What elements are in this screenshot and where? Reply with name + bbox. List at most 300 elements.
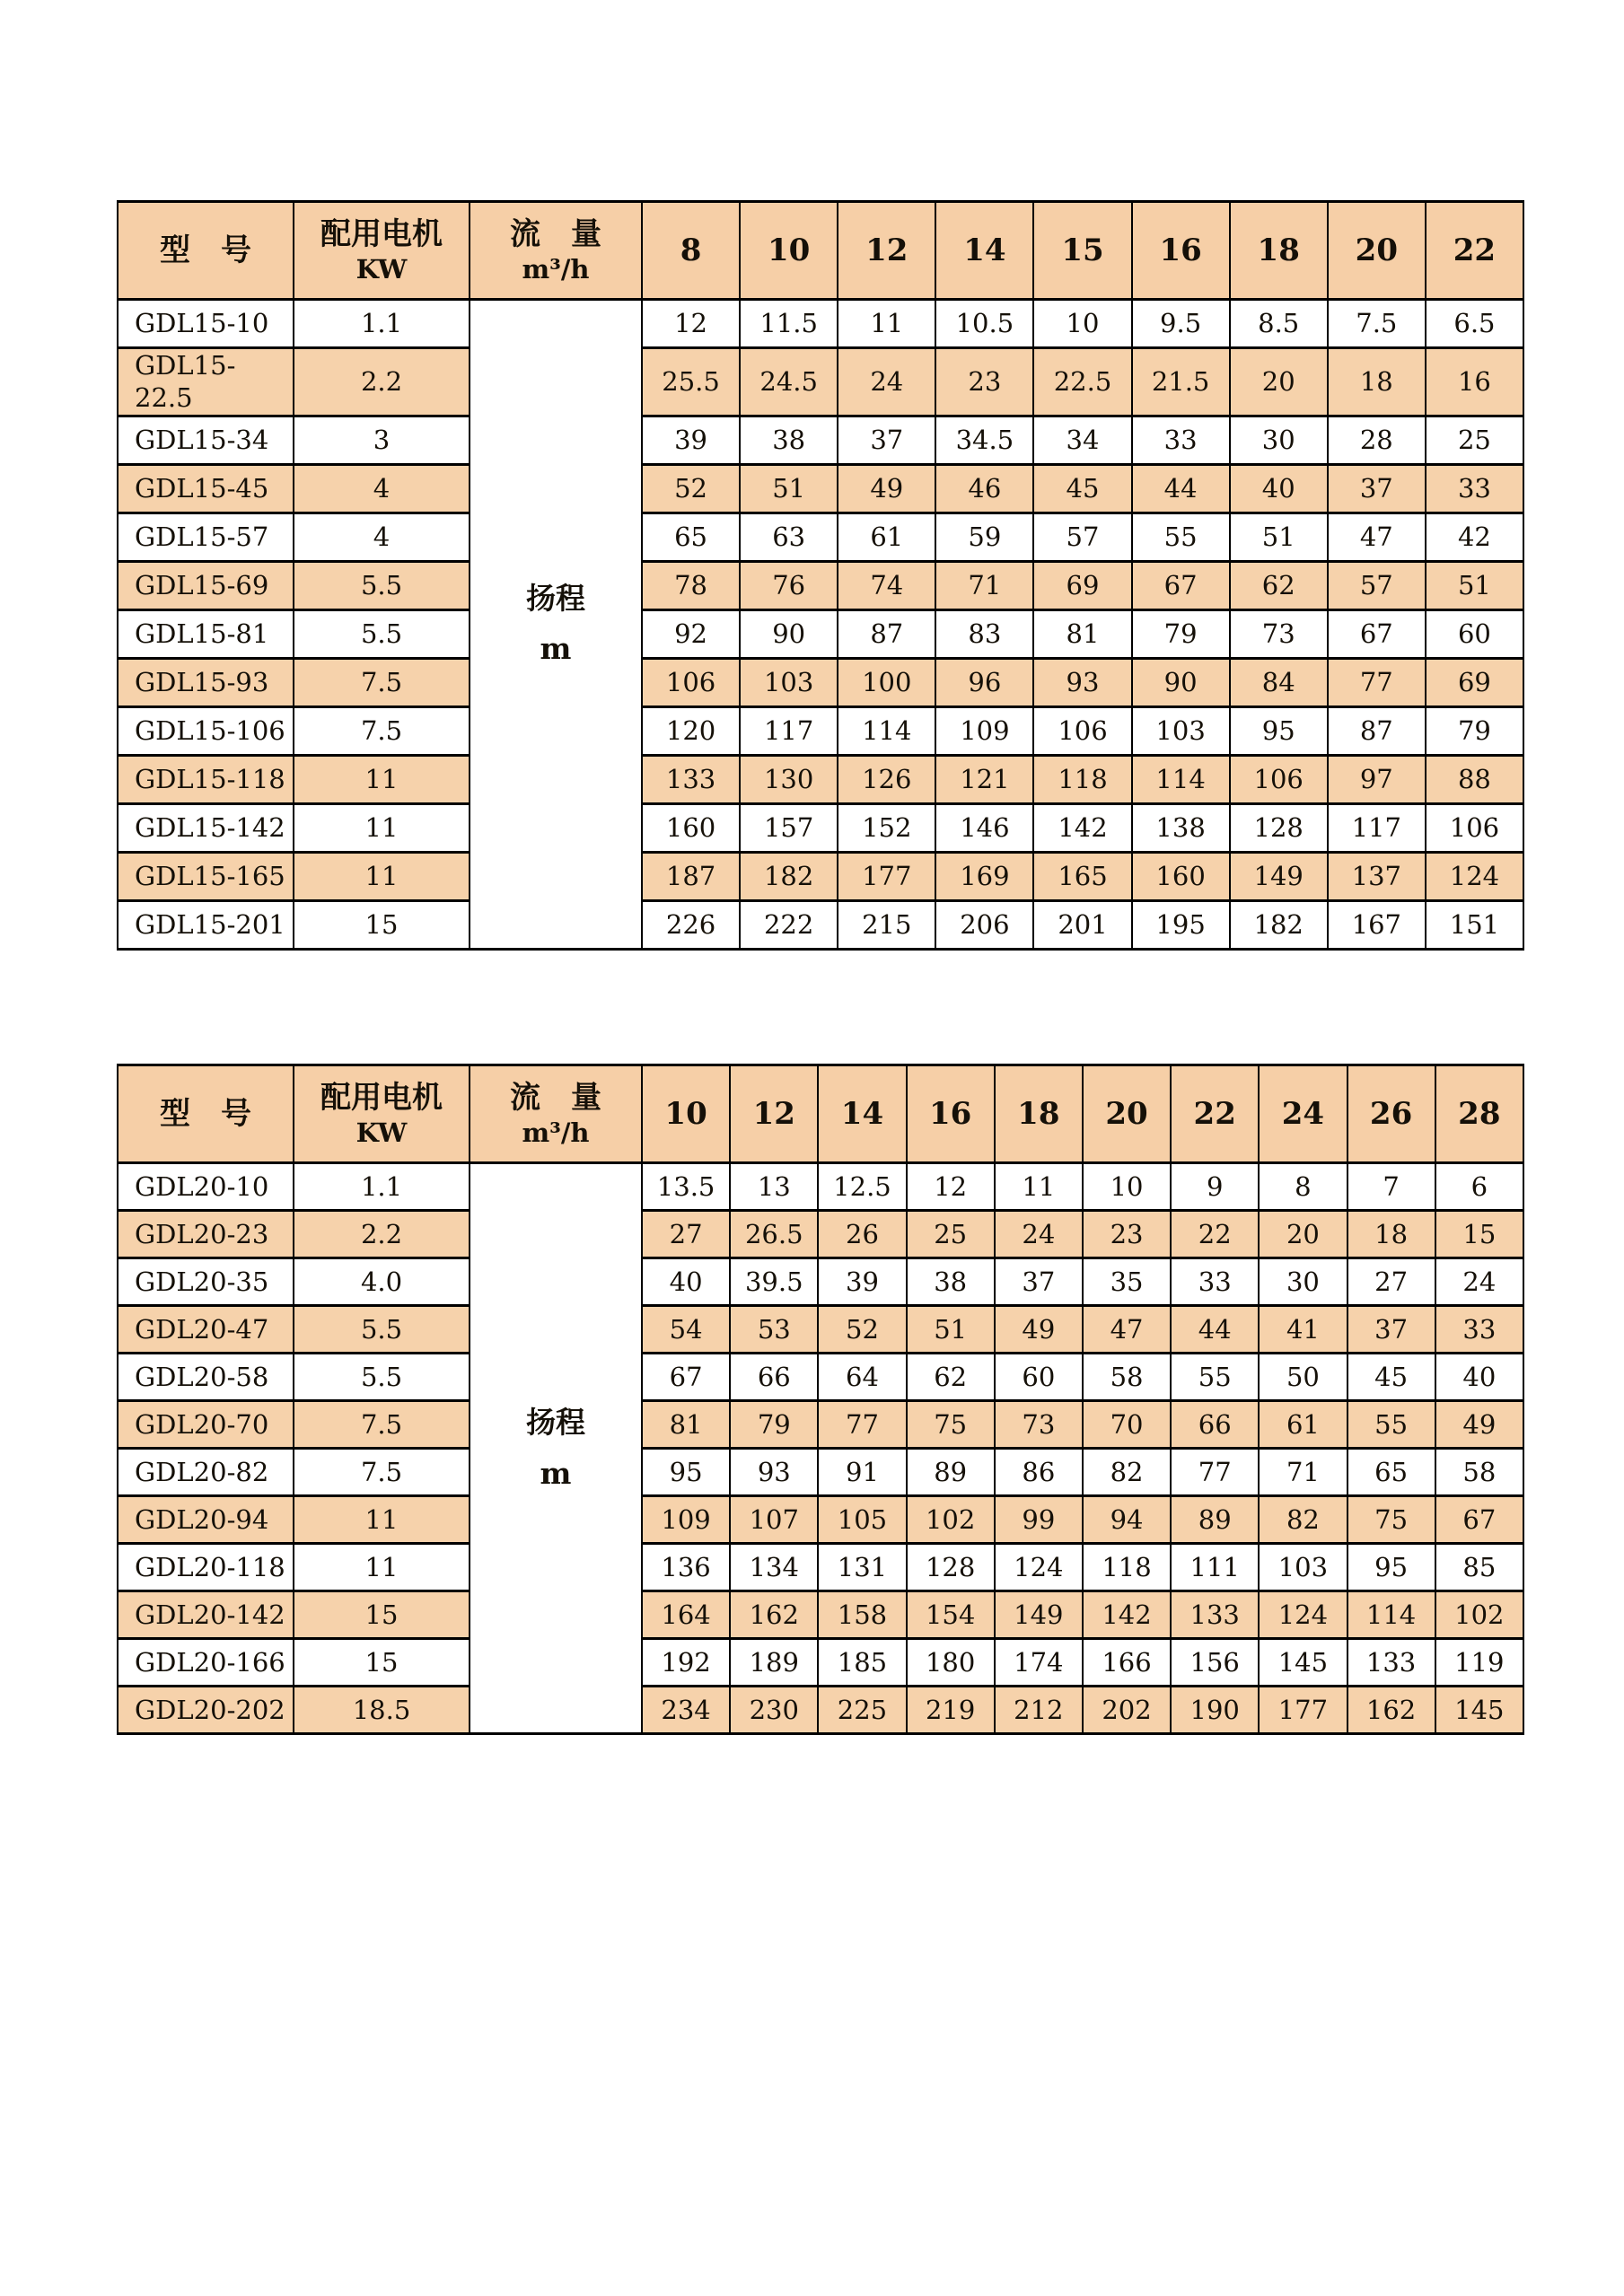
head-value-cell: 107: [730, 1496, 818, 1544]
head-value-cell: 212: [995, 1687, 1083, 1734]
head-value-cell: 106: [642, 658, 740, 706]
head-value-cell: 22.5: [1033, 348, 1131, 416]
head-value-cell: 67: [1435, 1496, 1523, 1544]
head-value-cell: 81: [642, 1401, 730, 1449]
head-value-cell: 93: [730, 1449, 818, 1496]
head-value-cell: 158: [818, 1591, 906, 1639]
head-value-cell: 10: [1083, 1163, 1171, 1211]
head-value-cell: 162: [1347, 1687, 1435, 1734]
head-value-cell: 38: [907, 1258, 995, 1306]
head-value-cell: 13.5: [642, 1163, 730, 1211]
head-value-cell: 24: [838, 348, 935, 416]
flow-value-header: 8: [642, 202, 740, 300]
head-value-cell: 109: [935, 706, 1033, 755]
flow-value-header: 15: [1033, 202, 1131, 300]
head-value-cell: 45: [1347, 1354, 1435, 1401]
motor-kw-cell: 7.5: [294, 658, 470, 706]
flow-header-unit: m³/h: [522, 1117, 590, 1149]
table-row: [118, 1449, 1523, 1496]
head-value-cell: 133: [642, 755, 740, 803]
model-cell: GDL15-22.5: [118, 348, 294, 416]
head-value-cell: 69: [1426, 658, 1523, 706]
head-value-cell: 192: [642, 1639, 730, 1687]
head-value-cell: 152: [838, 803, 935, 852]
motor-kw-cell: 11: [294, 803, 470, 852]
head-unit: m: [540, 1455, 572, 1491]
head-value-cell: 51: [1426, 561, 1523, 609]
head-value-cell: 156: [1171, 1639, 1259, 1687]
head-value-cell: 39.5: [730, 1258, 818, 1306]
motor-kw-cell: 1.1: [294, 1163, 470, 1211]
head-value-cell: 102: [907, 1496, 995, 1544]
head-value-cell: 230: [730, 1687, 818, 1734]
motor-kw-cell: 11: [294, 755, 470, 803]
flow-value-header: 10: [740, 202, 838, 300]
head-value-cell: 23: [1083, 1211, 1171, 1258]
head-value-cell: 20: [1259, 1211, 1347, 1258]
model-cell: GDL15-118: [118, 755, 294, 803]
table-row: [118, 300, 1523, 348]
head-value-cell: 81: [1033, 609, 1131, 658]
head-value-cell: 25.5: [642, 348, 740, 416]
flow-value-header: 20: [1083, 1065, 1171, 1163]
head-value-cell: 12: [907, 1163, 995, 1211]
table-row: [118, 852, 1523, 900]
table-row: [118, 1163, 1523, 1211]
head-value-cell: 62: [907, 1354, 995, 1401]
head-value-cell: 69: [1033, 561, 1131, 609]
head-value-cell: 83: [935, 609, 1033, 658]
head-value-cell: 146: [935, 803, 1033, 852]
motor-kw-cell: 15: [294, 1639, 470, 1687]
head-value-cell: 58: [1083, 1354, 1171, 1401]
head-value-cell: 79: [730, 1401, 818, 1449]
head-value-cell: 13: [730, 1163, 818, 1211]
model-cell: GDL15-93: [118, 658, 294, 706]
head-value-cell: 20: [1230, 348, 1328, 416]
head-value-cell: 138: [1132, 803, 1230, 852]
head-value-cell: 109: [642, 1496, 730, 1544]
head-value-cell: 142: [1083, 1591, 1171, 1639]
head-value-cell: 10: [1033, 300, 1131, 348]
head-value-cell: 124: [1426, 852, 1523, 900]
head-value-cell: 133: [1171, 1591, 1259, 1639]
head-value-cell: 67: [1132, 561, 1230, 609]
head-value-cell: 130: [740, 755, 838, 803]
head-value-cell: 84: [1230, 658, 1328, 706]
head-value-cell: 37: [1347, 1306, 1435, 1354]
model-cell: GDL15-81: [118, 609, 294, 658]
model-cell: GDL20-118: [118, 1544, 294, 1591]
head-value-cell: 185: [818, 1639, 906, 1687]
head-value-cell: 58: [1435, 1449, 1523, 1496]
motor-kw-cell: 3: [294, 416, 470, 464]
head-value-cell: 133: [1347, 1639, 1435, 1687]
model-cell: GDL15-106: [118, 706, 294, 755]
head-value-cell: 137: [1328, 852, 1426, 900]
head-value-cell: 111: [1171, 1544, 1259, 1591]
head-value-cell: 61: [1259, 1401, 1347, 1449]
head-value-cell: 87: [838, 609, 935, 658]
motor-header-title: 配用电机: [320, 1079, 443, 1116]
head-unit: m: [540, 631, 572, 667]
head-value-cell: 24: [995, 1211, 1083, 1258]
head-value-cell: 44: [1132, 464, 1230, 513]
head-value-cell: 95: [1230, 706, 1328, 755]
head-value-cell: 190: [1171, 1687, 1259, 1734]
head-value-cell: 21.5: [1132, 348, 1230, 416]
model-cell: GDL20-35: [118, 1258, 294, 1306]
table-row: [118, 1401, 1523, 1449]
head-value-cell: 202: [1083, 1687, 1171, 1734]
head-value-cell: 55: [1347, 1401, 1435, 1449]
head-value-cell: 37: [1328, 464, 1426, 513]
head-label: 扬程: [526, 581, 585, 617]
model-column-header: 型 号: [118, 202, 294, 300]
table-row: [118, 1496, 1523, 1544]
head-value-cell: 106: [1426, 803, 1523, 852]
motor-kw-cell: 2.2: [294, 1211, 470, 1258]
table-row: [118, 1211, 1523, 1258]
head-value-cell: 27: [642, 1211, 730, 1258]
head-value-cell: 12.5: [818, 1163, 906, 1211]
head-value-cell: 49: [995, 1306, 1083, 1354]
head-value-cell: 10.5: [935, 300, 1033, 348]
head-value-cell: 195: [1132, 900, 1230, 949]
head-value-cell: 39: [818, 1258, 906, 1306]
flow-value-header: 24: [1259, 1065, 1347, 1163]
head-value-cell: 51: [740, 464, 838, 513]
head-value-cell: 71: [1259, 1449, 1347, 1496]
head-value-cell: 169: [935, 852, 1033, 900]
head-value-cell: 75: [1347, 1496, 1435, 1544]
table-row: [118, 1354, 1523, 1401]
head-value-cell: 7: [1347, 1163, 1435, 1211]
head-value-cell: 49: [1435, 1401, 1523, 1449]
model-cell: GDL20-70: [118, 1401, 294, 1449]
head-value-cell: 61: [838, 513, 935, 561]
motor-kw-cell: 4.0: [294, 1258, 470, 1306]
head-value-cell: 9: [1171, 1163, 1259, 1211]
head-value-cell: 30: [1230, 416, 1328, 464]
head-value-cell: 40: [1435, 1354, 1523, 1401]
motor-kw-cell: 5.5: [294, 561, 470, 609]
table-row: [118, 609, 1523, 658]
model-column-header: 型 号: [118, 1065, 294, 1163]
head-value-cell: 40: [642, 1258, 730, 1306]
head-value-cell: 18: [1328, 348, 1426, 416]
motor-kw-cell: 11: [294, 852, 470, 900]
table-row: [118, 1639, 1523, 1687]
table-row: [118, 416, 1523, 464]
motor-header-unit: KW: [356, 254, 408, 285]
head-value-cell: 18: [1347, 1211, 1435, 1258]
head-label: 扬程: [526, 1405, 585, 1441]
head-value-cell: 177: [1259, 1687, 1347, 1734]
head-value-cell: 103: [740, 658, 838, 706]
flow-value-header: 14: [935, 202, 1033, 300]
head-value-cell: 90: [740, 609, 838, 658]
head-value-cell: 182: [1230, 900, 1328, 949]
head-value-cell: 97: [1328, 755, 1426, 803]
head-value-cell: 114: [838, 706, 935, 755]
table-row: [118, 1306, 1523, 1354]
model-cell: GDL15-10: [118, 300, 294, 348]
head-value-cell: 24.5: [740, 348, 838, 416]
head-value-cell: 86: [995, 1449, 1083, 1496]
head-value-cell: 180: [907, 1639, 995, 1687]
head-value-cell: 26: [818, 1211, 906, 1258]
head-value-cell: 187: [642, 852, 740, 900]
head-value-cell: 55: [1132, 513, 1230, 561]
model-cell: GDL20-47: [118, 1306, 294, 1354]
model-cell: GDL20-202: [118, 1687, 294, 1734]
head-value-cell: 174: [995, 1639, 1083, 1687]
table-row: [118, 658, 1523, 706]
model-cell: GDL15-69: [118, 561, 294, 609]
head-value-cell: 93: [1033, 658, 1131, 706]
head-value-cell: 23: [935, 348, 1033, 416]
head-value-cell: 22: [1171, 1211, 1259, 1258]
motor-kw-cell: 4: [294, 464, 470, 513]
head-value-cell: 99: [995, 1496, 1083, 1544]
flow-value-header: 18: [1230, 202, 1328, 300]
head-value-cell: 77: [818, 1401, 906, 1449]
head-value-cell: 106: [1033, 706, 1131, 755]
head-value-cell: 164: [642, 1591, 730, 1639]
head-value-cell: 47: [1328, 513, 1426, 561]
head-value-cell: 219: [907, 1687, 995, 1734]
head-value-cell: 46: [935, 464, 1033, 513]
head-value-cell: 100: [838, 658, 935, 706]
model-cell: GDL15-57: [118, 513, 294, 561]
head-value-cell: 71: [935, 561, 1033, 609]
head-value-cell: 8: [1259, 1163, 1347, 1211]
head-value-cell: 11.5: [740, 300, 838, 348]
head-unit-merged-cell: [470, 1163, 642, 1734]
flow-value-header: 10: [642, 1065, 730, 1163]
head-value-cell: 162: [730, 1591, 818, 1639]
head-value-cell: 79: [1426, 706, 1523, 755]
head-value-cell: 67: [1328, 609, 1426, 658]
head-value-cell: 128: [1230, 803, 1328, 852]
head-value-cell: 117: [740, 706, 838, 755]
head-value-cell: 151: [1426, 900, 1523, 949]
motor-header-title: 配用电机: [320, 215, 443, 252]
head-value-cell: 50: [1259, 1354, 1347, 1401]
flow-value-header: 12: [838, 202, 935, 300]
table-row: [118, 755, 1523, 803]
flow-value-header: 22: [1426, 202, 1523, 300]
head-value-cell: 182: [740, 852, 838, 900]
motor-kw-cell: 11: [294, 1544, 470, 1591]
head-value-cell: 15: [1435, 1211, 1523, 1258]
head-value-cell: 33: [1426, 464, 1523, 513]
head-value-cell: 215: [838, 900, 935, 949]
head-value-cell: 121: [935, 755, 1033, 803]
head-value-cell: 91: [818, 1449, 906, 1496]
head-value-cell: 66: [1171, 1401, 1259, 1449]
motor-kw-cell: 1.1: [294, 300, 470, 348]
flow-header-title: 流 量: [510, 1079, 601, 1116]
head-value-cell: 145: [1435, 1687, 1523, 1734]
model-cell: GDL15-34: [118, 416, 294, 464]
head-value-cell: 76: [740, 561, 838, 609]
head-value-cell: 106: [1230, 755, 1328, 803]
head-value-cell: 55: [1171, 1354, 1259, 1401]
head-value-cell: 95: [1347, 1544, 1435, 1591]
model-cell: GDL20-94: [118, 1496, 294, 1544]
head-value-cell: 225: [818, 1687, 906, 1734]
model-cell: GDL15-45: [118, 464, 294, 513]
pump-spec-table-gdl20: [117, 1064, 1524, 1735]
motor-header-unit: KW: [356, 1117, 408, 1149]
flow-value-header: 28: [1435, 1065, 1523, 1163]
head-value-cell: 145: [1259, 1639, 1347, 1687]
head-value-cell: 73: [995, 1401, 1083, 1449]
head-value-cell: 124: [1259, 1591, 1347, 1639]
head-value-cell: 42: [1426, 513, 1523, 561]
model-cell: GDL15-201: [118, 900, 294, 949]
head-value-cell: 157: [740, 803, 838, 852]
head-value-cell: 103: [1259, 1544, 1347, 1591]
head-value-cell: 26.5: [730, 1211, 818, 1258]
model-cell: GDL15-165: [118, 852, 294, 900]
head-value-cell: 40: [1230, 464, 1328, 513]
motor-kw-cell: 15: [294, 1591, 470, 1639]
flow-value-header: 16: [1132, 202, 1230, 300]
head-value-cell: 25: [907, 1211, 995, 1258]
head-value-cell: 87: [1328, 706, 1426, 755]
head-value-cell: 92: [642, 609, 740, 658]
motor-kw-cell: 15: [294, 900, 470, 949]
head-value-cell: 114: [1347, 1591, 1435, 1639]
table-row: [118, 1591, 1523, 1639]
model-cell: GDL20-10: [118, 1163, 294, 1211]
head-value-cell: 142: [1033, 803, 1131, 852]
head-value-cell: 160: [642, 803, 740, 852]
head-value-cell: 66: [730, 1354, 818, 1401]
head-value-cell: 149: [995, 1591, 1083, 1639]
head-value-cell: 25: [1426, 416, 1523, 464]
flow-header-unit: m³/h: [522, 254, 590, 285]
head-value-cell: 95: [642, 1449, 730, 1496]
head-value-cell: 88: [1426, 755, 1523, 803]
head-value-cell: 64: [818, 1354, 906, 1401]
head-value-cell: 118: [1033, 755, 1131, 803]
head-value-cell: 33: [1435, 1306, 1523, 1354]
model-cell: GDL20-23: [118, 1211, 294, 1258]
head-value-cell: 77: [1328, 658, 1426, 706]
head-value-cell: 27: [1347, 1258, 1435, 1306]
head-value-cell: 82: [1259, 1496, 1347, 1544]
head-value-cell: 63: [740, 513, 838, 561]
motor-kw-cell: 7.5: [294, 706, 470, 755]
flow-rate-column-header: [470, 1065, 642, 1163]
head-value-cell: 89: [907, 1449, 995, 1496]
head-value-cell: 51: [907, 1306, 995, 1354]
table-row: [118, 803, 1523, 852]
table-row: [118, 1258, 1523, 1306]
head-value-cell: 54: [642, 1306, 730, 1354]
head-value-cell: 49: [838, 464, 935, 513]
head-value-cell: 70: [1083, 1401, 1171, 1449]
table-row: [118, 561, 1523, 609]
head-value-cell: 34.5: [935, 416, 1033, 464]
head-value-cell: 128: [907, 1544, 995, 1591]
motor-kw-cell: 18.5: [294, 1687, 470, 1734]
head-value-cell: 39: [642, 416, 740, 464]
table-row: [118, 513, 1523, 561]
head-value-cell: 78: [642, 561, 740, 609]
motor-kw-cell: 5.5: [294, 1354, 470, 1401]
head-value-cell: 75: [907, 1401, 995, 1449]
head-value-cell: 38: [740, 416, 838, 464]
head-value-cell: 44: [1171, 1306, 1259, 1354]
head-value-cell: 67: [642, 1354, 730, 1401]
head-value-cell: 45: [1033, 464, 1131, 513]
head-value-cell: 131: [818, 1544, 906, 1591]
model-cell: GDL20-82: [118, 1449, 294, 1496]
head-value-cell: 149: [1230, 852, 1328, 900]
head-value-cell: 52: [818, 1306, 906, 1354]
head-value-cell: 57: [1033, 513, 1131, 561]
head-value-cell: 52: [642, 464, 740, 513]
model-cell: GDL15-142: [118, 803, 294, 852]
table-row: [118, 348, 1523, 416]
head-value-cell: 60: [995, 1354, 1083, 1401]
flow-header-title: 流 量: [510, 215, 601, 252]
head-value-cell: 16: [1426, 348, 1523, 416]
head-value-cell: 51: [1230, 513, 1328, 561]
head-value-cell: 33: [1171, 1258, 1259, 1306]
motor-kw-cell: 7.5: [294, 1401, 470, 1449]
head-value-cell: 73: [1230, 609, 1328, 658]
head-value-cell: 35: [1083, 1258, 1171, 1306]
head-value-cell: 89: [1171, 1496, 1259, 1544]
head-value-cell: 24: [1435, 1258, 1523, 1306]
head-value-cell: 154: [907, 1591, 995, 1639]
head-value-cell: 6.5: [1426, 300, 1523, 348]
motor-power-column-header: [294, 202, 470, 300]
head-value-cell: 60: [1426, 609, 1523, 658]
head-value-cell: 126: [838, 755, 935, 803]
head-value-cell: 57: [1328, 561, 1426, 609]
head-value-cell: 167: [1328, 900, 1426, 949]
head-value-cell: 102: [1435, 1591, 1523, 1639]
head-value-cell: 34: [1033, 416, 1131, 464]
head-value-cell: 134: [730, 1544, 818, 1591]
motor-kw-cell: 11: [294, 1496, 470, 1544]
head-value-cell: 85: [1435, 1544, 1523, 1591]
motor-power-column-header: [294, 1065, 470, 1163]
head-value-cell: 11: [995, 1163, 1083, 1211]
head-value-cell: 65: [1347, 1449, 1435, 1496]
head-value-cell: 79: [1132, 609, 1230, 658]
head-value-cell: 118: [1083, 1544, 1171, 1591]
motor-kw-cell: 5.5: [294, 1306, 470, 1354]
head-unit-merged-cell: [470, 300, 642, 950]
flow-value-header: 14: [818, 1065, 906, 1163]
head-value-cell: 41: [1259, 1306, 1347, 1354]
head-value-cell: 120: [642, 706, 740, 755]
head-value-cell: 96: [935, 658, 1033, 706]
head-value-cell: 189: [730, 1639, 818, 1687]
flow-rate-column-header: [470, 202, 642, 300]
flow-value-header: 26: [1347, 1065, 1435, 1163]
model-cell: GDL20-166: [118, 1639, 294, 1687]
motor-kw-cell: 2.2: [294, 348, 470, 416]
